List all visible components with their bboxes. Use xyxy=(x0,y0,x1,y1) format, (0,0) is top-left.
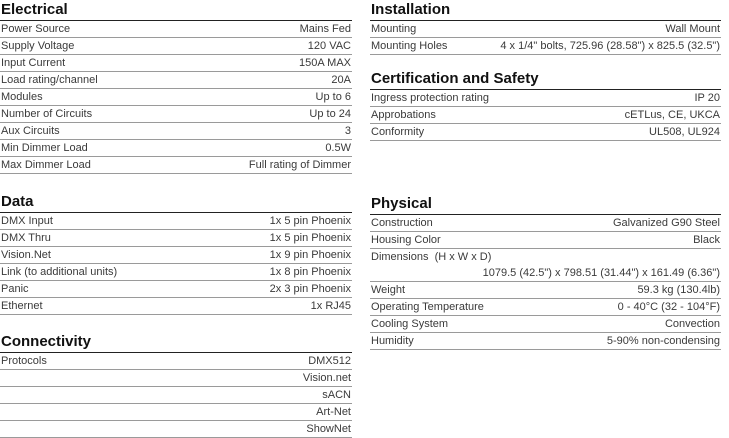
spec-label: Ethernet xyxy=(1,300,43,312)
right-column xyxy=(370,0,721,350)
spec-row-ingress-protection xyxy=(370,90,721,107)
spec-value: 1x RJ45 xyxy=(310,300,351,312)
spec-value: 5-90% non-condensing xyxy=(606,335,720,347)
spec-row-dmx-input xyxy=(0,213,352,230)
connectivity-section xyxy=(0,332,352,438)
spec-label: Conformity xyxy=(371,126,425,138)
spec-row-supply-voltage xyxy=(0,38,352,55)
spec-value: DMX512 xyxy=(308,355,351,367)
section-gap xyxy=(370,141,721,194)
spec-label: Link (to additional units) xyxy=(1,266,118,278)
spec-value: sACN xyxy=(322,389,351,401)
spec-value: 59.3 kg (130.4lb) xyxy=(637,284,720,296)
data-section xyxy=(0,192,352,315)
spec-label: Housing Color xyxy=(371,234,441,246)
spec-row-dimensions xyxy=(370,249,721,282)
spec-value: Up to 6 xyxy=(315,91,351,103)
spec-value: Galvanized G90 Steel xyxy=(612,217,720,229)
spec-value: 1x 9 pin Phoenix xyxy=(269,249,351,261)
spec-value: 20A xyxy=(331,74,351,86)
spec-row-conformity xyxy=(370,124,721,141)
spec-value: 3 xyxy=(344,125,351,137)
spec-row-power-source xyxy=(0,21,352,38)
spec-value: Full rating of Dimmer xyxy=(248,159,351,171)
spec-value: 1x 8 pin Phoenix xyxy=(269,266,351,278)
spec-label: Protocols xyxy=(1,355,47,367)
spec-value: 4 x 1/4" bolts, 725.96 (28.58") x 825.5 (32.5") xyxy=(500,40,720,52)
spec-value: IP 20 xyxy=(694,92,720,104)
spec-row-protocols xyxy=(0,353,352,370)
spec-label: Modules xyxy=(1,91,43,103)
electrical-title: Electrical xyxy=(0,0,352,21)
spec-label: Weight xyxy=(371,284,406,296)
spec-row-cooling-system xyxy=(370,316,721,333)
spec-label: Humidity xyxy=(371,335,414,347)
connectivity-title: Connectivity xyxy=(0,332,352,353)
spec-label: Approbations xyxy=(371,109,436,121)
spec-label: Vision.Net xyxy=(1,249,51,261)
section-gap xyxy=(370,55,721,69)
spec-row-protocol xyxy=(0,404,352,421)
spec-label: Mounting Holes xyxy=(371,40,448,52)
spec-row-mounting-holes xyxy=(370,38,721,55)
spec-label: DMX Thru xyxy=(1,232,51,244)
electrical-section xyxy=(0,0,352,174)
spec-value: ShowNet xyxy=(306,423,351,435)
left-column xyxy=(0,0,352,438)
spec-row-panic xyxy=(0,281,352,298)
spec-row-max-dimmer-load xyxy=(0,157,352,174)
spec-value: Up to 24 xyxy=(309,108,351,120)
spec-row-ethernet xyxy=(0,298,352,315)
spec-label: Panic xyxy=(1,283,29,295)
spec-label: Power Source xyxy=(1,23,71,35)
spec-label: Construction xyxy=(371,217,433,229)
spec-label: Load rating/channel xyxy=(1,74,98,86)
section-gap xyxy=(0,315,352,332)
spec-label: DMX Input xyxy=(1,215,53,227)
spec-value: 2x 3 pin Phoenix xyxy=(269,283,351,295)
spec-row-load-rating xyxy=(0,72,352,89)
spec-value: Art-Net xyxy=(316,406,351,418)
spec-row-aux-circuits xyxy=(0,123,352,140)
spec-value: 0 - 40°C (32 - 104°F) xyxy=(617,301,720,313)
spec-label: Min Dimmer Load xyxy=(1,142,88,154)
spec-label: Operating Temperature xyxy=(371,301,484,313)
spec-row-weight xyxy=(370,282,721,299)
spec-row-dmx-thru xyxy=(0,230,352,247)
installation-title: Installation xyxy=(370,0,721,21)
spec-label: Input Current xyxy=(1,57,66,69)
spec-row-input-current xyxy=(0,55,352,72)
spec-value: 1079.5 (42.5") x 798.51 (31.44") x 161.49 (6.36") xyxy=(482,267,720,279)
spec-label: Ingress protection rating xyxy=(371,92,490,104)
spec-row-min-dimmer-load xyxy=(0,140,352,157)
spec-label: Supply Voltage xyxy=(1,40,75,52)
spec-row-construction xyxy=(370,215,721,232)
spec-label: Aux Circuits xyxy=(1,125,60,137)
spec-row-approbations xyxy=(370,107,721,124)
physical-title: Physical xyxy=(370,194,721,215)
spec-value: 150A MAX xyxy=(299,57,351,69)
spec-value: UL508, UL924 xyxy=(649,126,720,138)
spec-value: Black xyxy=(693,234,720,246)
spec-value: Vision.net xyxy=(302,372,351,384)
spec-value: Convection xyxy=(664,318,720,330)
spec-label: Mounting xyxy=(371,23,417,35)
spec-row-housing-color xyxy=(370,232,721,249)
installation-section xyxy=(370,0,721,55)
spec-value: 120 VAC xyxy=(307,40,351,52)
spec-label: Dimensions (H x W x D) xyxy=(371,251,492,263)
certification-section xyxy=(370,69,721,141)
spec-row-operating-temperature xyxy=(370,299,721,316)
certification-title: Certification and Safety xyxy=(370,69,721,90)
spec-value: Mains Fed xyxy=(299,23,351,35)
data-title: Data xyxy=(0,192,352,213)
spec-label: Max Dimmer Load xyxy=(1,159,91,171)
spec-value: 1x 5 pin Phoenix xyxy=(269,232,351,244)
physical-section xyxy=(370,194,721,350)
spec-value: Wall Mount xyxy=(665,23,720,35)
spec-row-protocol xyxy=(0,387,352,404)
spec-row-humidity xyxy=(370,333,721,350)
spec-value: 1x 5 pin Phoenix xyxy=(269,215,351,227)
spec-row-number-of-circuits xyxy=(0,106,352,123)
spec-row-protocol xyxy=(0,370,352,387)
spec-label: Number of Circuits xyxy=(1,108,93,120)
spec-row-modules xyxy=(0,89,352,106)
spec-label: Cooling System xyxy=(371,318,449,330)
section-gap xyxy=(0,174,352,192)
spec-row-vision-net xyxy=(0,247,352,264)
spec-value: cETLus, CE, UKCA xyxy=(624,109,720,121)
spec-value: 0.5W xyxy=(325,142,351,154)
spec-row-mounting xyxy=(370,21,721,38)
spec-row-link xyxy=(0,264,352,281)
